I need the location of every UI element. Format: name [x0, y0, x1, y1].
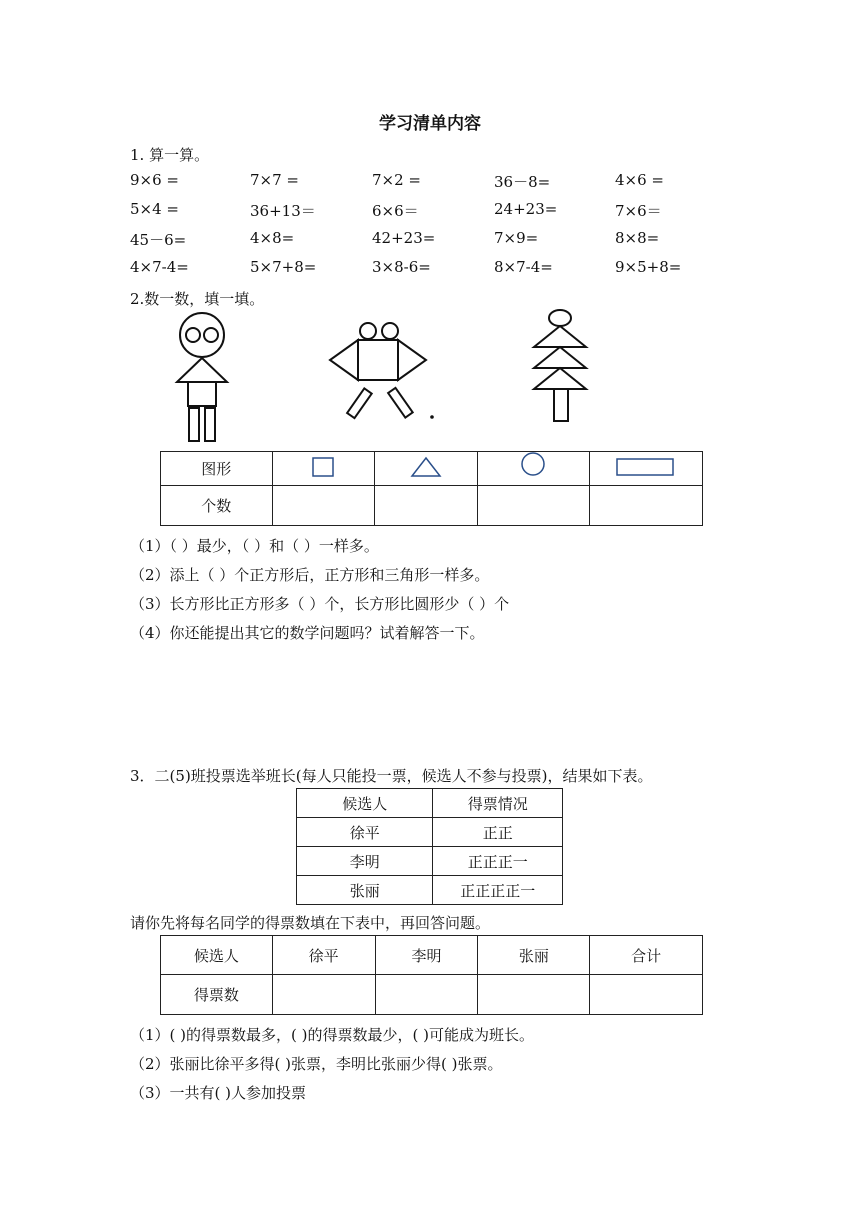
arithmetic-problem: 8×7-4=: [494, 258, 553, 276]
car-figure: [330, 323, 433, 418]
shape-figures: [0, 310, 860, 440]
circle-icon: [549, 310, 571, 326]
count-input-rectangle[interactable]: [589, 486, 702, 526]
triangle-icon: [398, 340, 426, 380]
count-header: 徐平: [272, 936, 375, 975]
q1-heading: 1. 算一算。: [130, 146, 210, 164]
q3-sub-3: （3）一共有( )人参加投票: [130, 1084, 307, 1102]
table-header-shape: 图形: [161, 452, 273, 486]
arithmetic-problem: 9×5+8=: [615, 258, 682, 276]
rectangle-icon: [554, 389, 568, 421]
arithmetic-problem: 7×9=: [494, 229, 539, 247]
triangle-icon: [534, 326, 586, 347]
tally-name: 徐平: [297, 818, 433, 847]
vote-count-table: [160, 935, 703, 1015]
rectangle-icon: [347, 388, 372, 418]
arithmetic-problem: 7×6＝: [615, 202, 662, 220]
tally-header-candidate: 候选人: [297, 789, 433, 818]
circle-icon: [186, 328, 200, 342]
arithmetic-problem: 5×4 =: [130, 200, 179, 218]
triangle-icon: [534, 347, 586, 368]
arithmetic-problem: 7×7 =: [250, 171, 299, 189]
arithmetic-problem: 42+23=: [372, 229, 436, 247]
arithmetic-problem: 45－6=: [130, 231, 187, 249]
tally-name: 张丽: [297, 876, 433, 905]
triangle-icon: [177, 358, 227, 382]
count-input-triangle[interactable]: [375, 486, 478, 526]
count-header: 张丽: [478, 936, 590, 975]
q2-sub-3: （3）长方形比正方形多（ ）个，长方形比圆形少（ ）个: [130, 595, 510, 613]
arithmetic-problem: 9×6 =: [130, 171, 179, 189]
tree-figure: [534, 310, 586, 421]
q2-sub-1: （1）（ ）最少，（ ）和（ ）一样多。: [130, 537, 379, 555]
tally-marks: 正正正正一: [433, 876, 563, 905]
page-title: 学习清单内容: [379, 114, 481, 134]
vote-input-liming[interactable]: [375, 975, 478, 1015]
q3-sub-1: （1）( )的得票数最多，( )的得票数最少，( )可能成为班长。: [130, 1026, 534, 1044]
q3-heading: 3．二(5)班投票选举班长(每人只能投一票，候选人不参与投票)，结果如下表。: [130, 767, 653, 785]
count-header: 候选人: [161, 936, 273, 975]
arithmetic-problem: 36+13＝: [250, 202, 316, 220]
square-icon: [188, 382, 216, 406]
tally-table: [296, 788, 563, 905]
q3-instruction: 请你先将每名同学的得票数填在下表中，再回答问题。: [130, 914, 491, 932]
arithmetic-problem: 6×6＝: [372, 202, 419, 220]
circle-icon: [520, 451, 546, 477]
rectangle-icon: [205, 408, 215, 441]
vote-input-total[interactable]: [590, 975, 703, 1015]
rectangle-icon: [616, 457, 676, 477]
q2-heading: 2.数一数，填一填。: [130, 290, 265, 308]
square-icon: [311, 457, 335, 477]
arithmetic-problem: 24+23=: [494, 200, 558, 218]
arithmetic-problem: 7×2 =: [372, 171, 421, 189]
triangle-icon: [534, 368, 586, 389]
arithmetic-problem: 36－8=: [494, 173, 551, 191]
q2-sub-2: （2）添上（ ）个正方形后，正方形和三角形一样多。: [130, 566, 490, 584]
count-input-circle[interactable]: [478, 486, 590, 526]
q2-sub-4: （4）你还能提出其它的数学问题吗？试着解答一下。: [130, 624, 485, 642]
tally-marks: 正正正一: [433, 847, 563, 876]
triangle-icon: [411, 457, 441, 477]
arithmetic-problem: 4×7-4=: [130, 258, 189, 276]
arithmetic-problem: 4×8=: [250, 229, 295, 247]
arithmetic-problem: 5×7+8=: [250, 258, 317, 276]
arithmetic-problem: 4×6 =: [615, 171, 664, 189]
circle-icon: [360, 323, 376, 339]
vote-input-zhangli[interactable]: [478, 975, 590, 1015]
vote-input-xuping[interactable]: [272, 975, 375, 1015]
count-row-label: 得票数: [161, 975, 273, 1015]
circle-icon: [382, 323, 398, 339]
rectangle-icon: [189, 408, 199, 441]
tally-name: 李明: [297, 847, 433, 876]
robot-figure: [177, 313, 227, 441]
shape-count-table: [160, 451, 703, 526]
rectangle-icon: [388, 388, 413, 418]
table-header-count: 个数: [161, 486, 273, 526]
count-header: 合计: [590, 936, 703, 975]
count-header: 李明: [375, 936, 478, 975]
arithmetic-problem: 3×8-6=: [372, 258, 431, 276]
arithmetic-problem: 8×8=: [615, 229, 660, 247]
count-input-square[interactable]: [272, 486, 375, 526]
tally-header-votes: 得票情况: [433, 789, 563, 818]
square-icon: [358, 340, 398, 380]
circle-icon: [204, 328, 218, 342]
q3-sub-2: （2）张丽比徐平多得( )张票，李明比张丽少得( )张票。: [130, 1055, 503, 1073]
triangle-icon: [330, 340, 358, 380]
tally-marks: 正正: [433, 818, 563, 847]
